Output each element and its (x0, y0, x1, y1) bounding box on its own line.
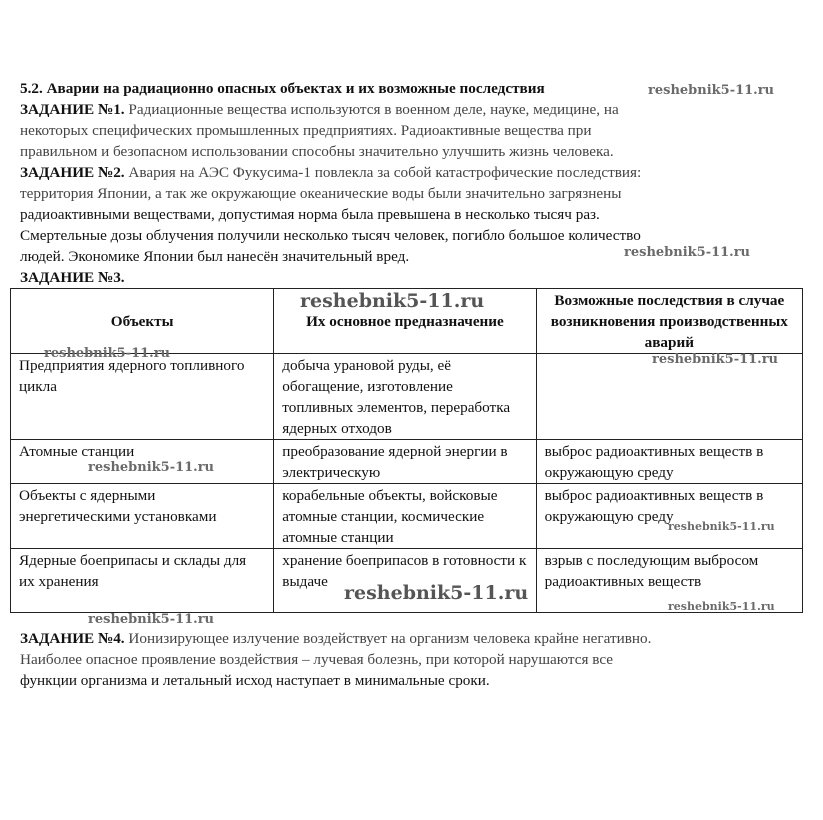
watermark: reshebnik5-11.ru (44, 346, 171, 361)
table-row (11, 440, 803, 484)
task2-line-2: территория Японии, а так же окружающие океанические воды были значительно загрязнены (20, 185, 622, 202)
cell-consequence (536, 354, 802, 440)
watermark: reshebnik5-11.ru (668, 600, 775, 613)
cell-purpose: преобразование ядерной энергии в электрическую (274, 440, 536, 484)
cell-object: Предприятия ядерного топливного цикла (11, 354, 274, 440)
task2-text-1: Авария на АЭС Фукусима-1 повлекла за собой катастрофические последствия: (124, 164, 642, 181)
section-title: 5.2. Аварии на радиационно опасных объектах и их возможные последствия (20, 80, 545, 97)
task2-line-4: Смертельные дозы облучения получили несколько тысяч человек, погибло большое количество (20, 227, 641, 244)
watermark: reshebnik5-11.ru (648, 83, 775, 98)
task1-text-1: Радиационные вещества используются в военном деле, науке, медицине, на (124, 101, 619, 118)
watermark: reshebnik5-11.ru (300, 290, 485, 312)
table-row (11, 354, 803, 440)
watermark: reshebnik5-11.ru (652, 352, 779, 367)
task2-line-3: радиоактивными веществами, допустимая норма была превышена в несколько тысяч раз. (20, 206, 600, 223)
watermark: reshebnik5-11.ru (88, 460, 215, 475)
cell-purpose: добыча урановой руды, её обогащение, изготовление топливных элементов, переработка ядерных отходов (274, 354, 536, 440)
objects-table (10, 288, 803, 613)
cell-object: Объекты с ядерными энергетическими установками (11, 484, 274, 549)
table-row (11, 549, 803, 613)
task1-line-1 (20, 99, 800, 120)
table-row (11, 484, 803, 549)
task1-line-2: некоторых специфических промышленных предприятиях. Радиоактивные вещества при (20, 122, 592, 139)
header-objects: Объекты (11, 289, 274, 354)
watermark: reshebnik5-11.ru (88, 612, 215, 627)
task2-line-1 (20, 162, 800, 183)
cell-consequence: выброс радиоактивных веществ в окружающую среду (536, 484, 802, 549)
document-body (20, 78, 800, 288)
cell-purpose: хранение боеприпасов в готовности к выдаче (274, 549, 536, 613)
task4-line-2: Наиболее опасное проявление воздействия – лучевая болезнь, при которой нарушаются все (20, 651, 614, 668)
task4-label: ЗАДАНИЕ №4. (20, 630, 125, 647)
task2-line-5: людей. Экономике Японии был нанесён значительный вред. (20, 248, 410, 265)
cell-consequence: взрыв с последующим выбросом радиоактивных веществ (536, 549, 802, 613)
cell-object: Атомные станции (11, 440, 274, 484)
watermark: reshebnik5-11.ru (668, 520, 775, 533)
cell-object: Ядерные боеприпасы и склады для их хранения (11, 549, 274, 613)
watermark: reshebnik5-11.ru (624, 245, 751, 260)
task1-line-3: правильном и безопасном использовании способны значительно улучшить жизнь человека. (20, 143, 614, 160)
cell-purpose: корабельные объекты, войсковые атомные станции, космические атомные станции (274, 484, 536, 549)
header-purpose: Их основное предназначение (274, 289, 536, 354)
task1-label: ЗАДАНИЕ №1. (20, 101, 125, 118)
task4-line-1 (20, 628, 800, 649)
task3-label: ЗАДАНИЕ №3. (20, 269, 125, 286)
task4-line-3: функции организма и летальный исход наступает в минимальные сроки. (20, 672, 490, 689)
task4-block (20, 628, 800, 691)
table-header-row (11, 289, 803, 354)
task2-label: ЗАДАНИЕ №2. (20, 164, 125, 181)
task4-text-1: Ионизирующее излучение воздействует на организм человека крайне негативно. (124, 630, 652, 647)
header-consequences: Возможные последствия в случае возникновения производственных аварий (536, 289, 802, 354)
cell-consequence: выброс радиоактивных веществ в окружающую среду (536, 440, 802, 484)
watermark: reshebnik5-11.ru (344, 582, 529, 604)
